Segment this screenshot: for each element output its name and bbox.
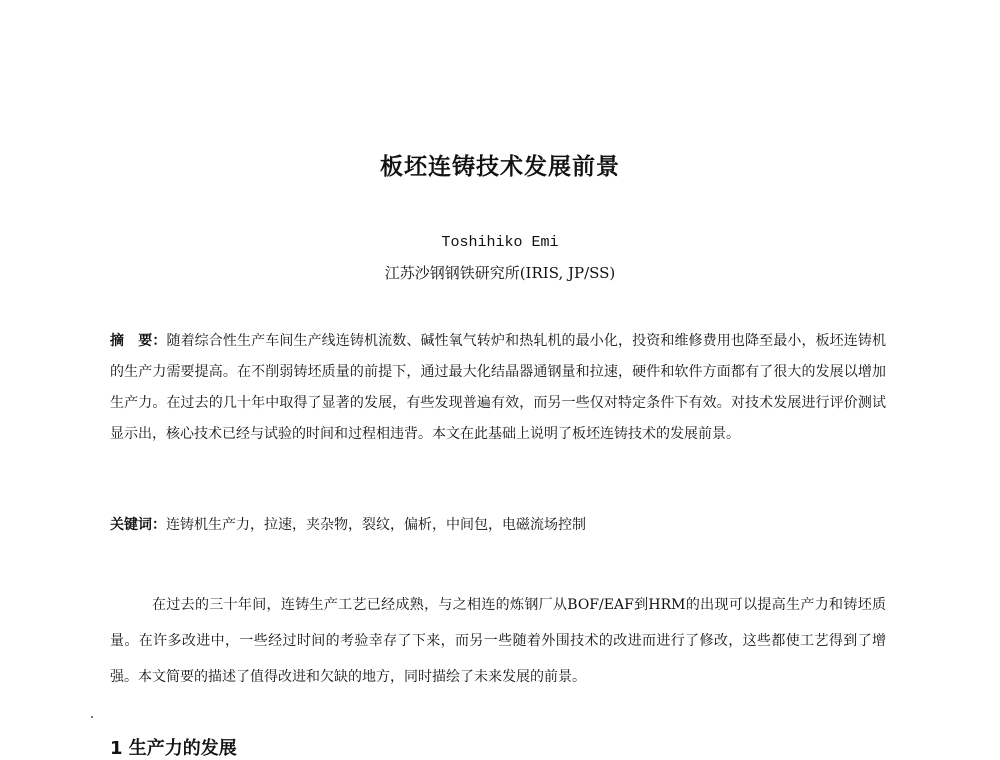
abstract-label: 摘 要： [110,333,167,349]
author-name: Toshihiko Emi [441,234,559,251]
keywords-text: 连铸机生产力，拉速，夹杂物，裂纹，偏析，中间包，电磁流场控制 [166,517,586,533]
abstract-text: 随着综合性生产车间生产线连铸机流数、碱性氧气转炉和热轧机的最小化，投资和维修费用也降至最小，板坯连铸机的生产力需要提高。在不削弱铸坯质量的前提下，通过最大化结晶器通钢量和拉速，硬件和软件方面都有了很大的发展以增加生产力。在过去的几十年中取得了显著的发展，有些发现普遍有效，而另一些仅对特定条件下有效。对技术发展进行评价测试显示出，核心技术已经与试验的时间和过程相违背。本文在此基础上说明了板坯连铸技术的发展前景。 [110,333,887,442]
author-affiliation: 江苏沙钢钢铁研究所(IRIS, JP/SS) [384,264,616,282]
section-heading: 1 生产力的发展 [110,738,237,759]
keywords-label: 关键词： [110,517,166,533]
scan-speck [91,716,93,718]
abstract-paragraph [110,326,886,450]
intro-paragraph: 在过去的三十年间，连铸生产工艺已经成熟，与之相连的炼钢厂从BOF/EAF到HRM的出现可以提高生产力和铸坯质量。在许多改进中，一些经过时间的考验幸存了下来，而另一些随着外围技术的改进而进行了修改，这些都使工艺得到了增强。本文简要的描述了值得改进和欠缺的地方，同时描绘了未来发展的前景。 [110,597,886,685]
keywords-line [110,513,886,537]
paper-title: 板坯连铸技术发展前景 [380,154,620,180]
